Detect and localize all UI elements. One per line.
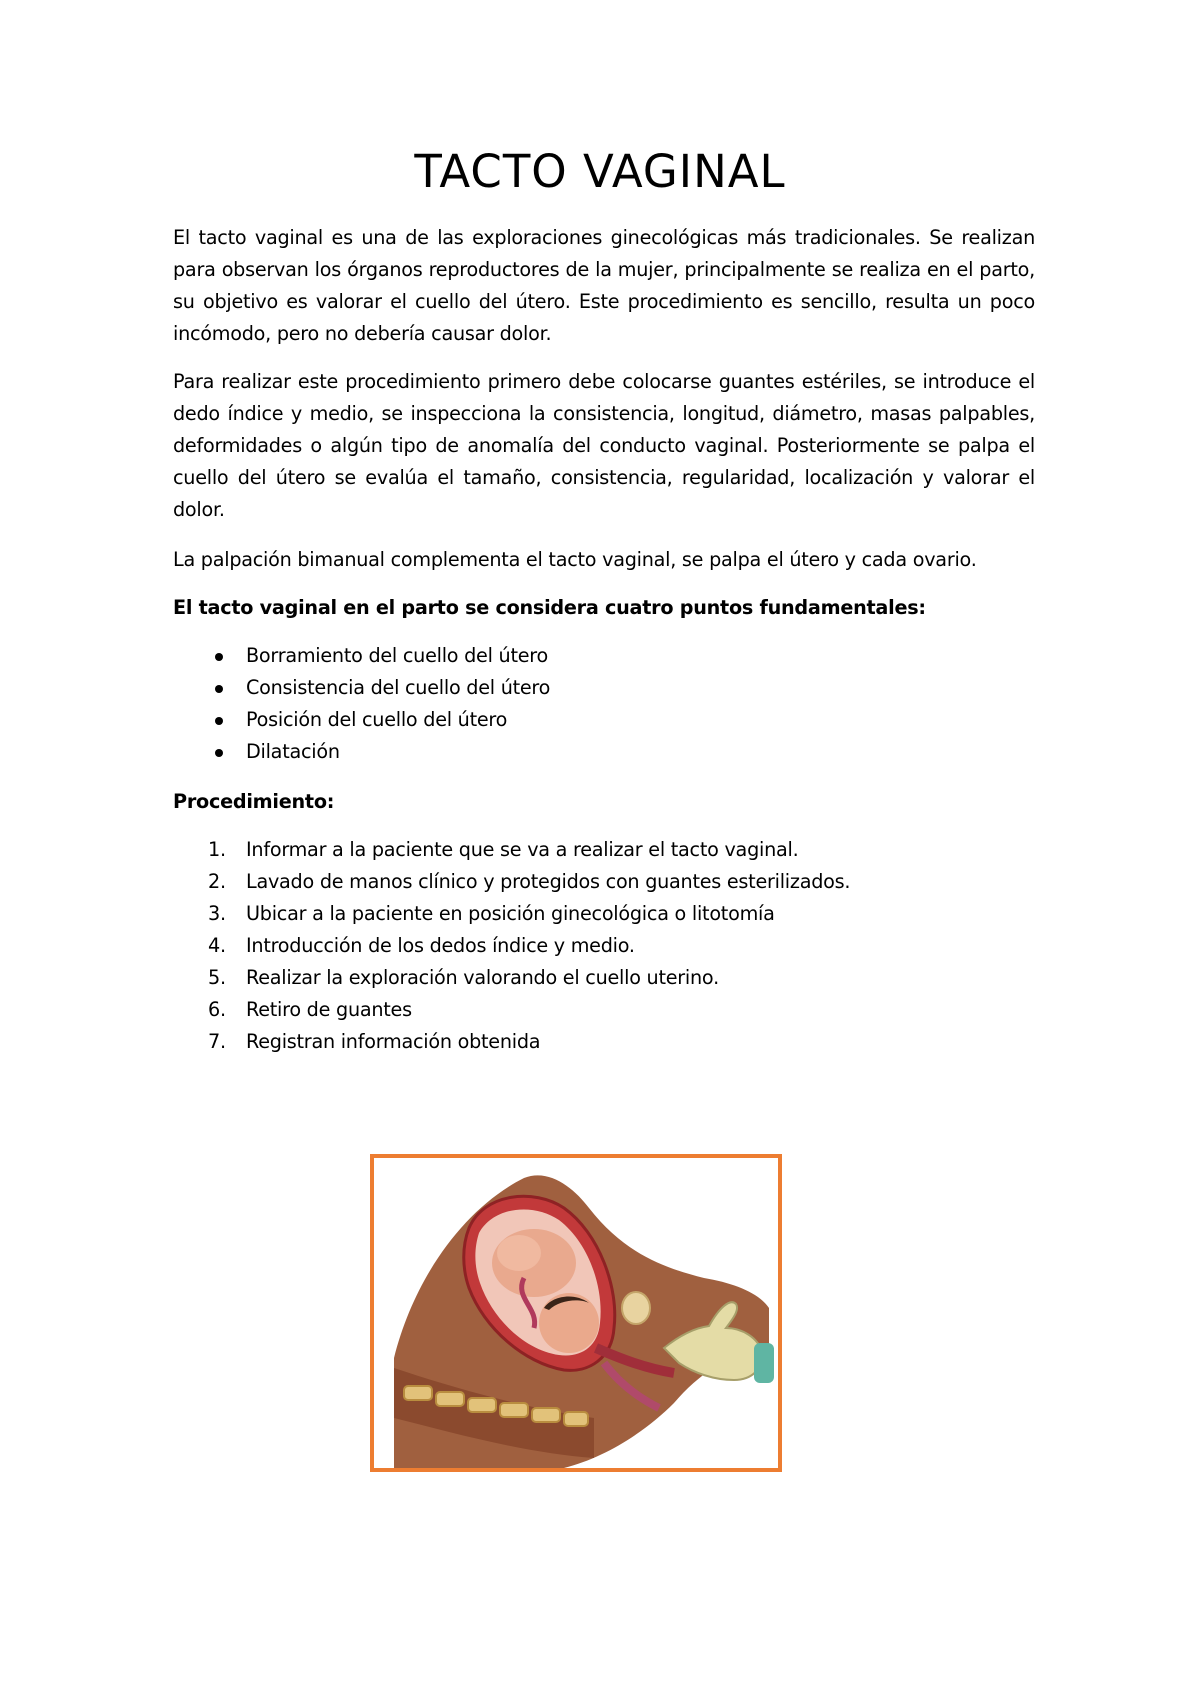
step-text: Introducción de los dedos índice y medio. bbox=[246, 934, 635, 957]
intro-paragraph: El tacto vaginal es una de las exploraciones ginecológicas más tradicionales. Se realizan para observan los órganos reproductores de la mujer, principalmente se realiza en el parto, su objetivo es valorar el cuello del útero. Este procedimiento es sencillo, resulta un poco incómodo, pero no debería causar dolor. bbox=[173, 226, 1035, 345]
step-text: Informar a la paciente que se va a realizar el tacto vaginal. bbox=[246, 838, 799, 861]
list-item-text: Borramiento del cuello del útero bbox=[246, 644, 548, 667]
bullet-icon bbox=[215, 685, 223, 693]
list-item bbox=[173, 704, 1035, 736]
step-number: 6. bbox=[208, 998, 226, 1021]
procedure-description-paragraph: Para realizar este procedimiento primero debe colocarse guantes estériles, se introduce el dedo índice y medio, se inspecciona la consistencia, longitud, diámetro, masas palpables, deformidades o algún tipo de anomalía del conducto vaginal. Posteriormente se palpa el cuello del útero se evalúa el tamaño, consistencia, regularidad, localización y valorar el dolor. bbox=[173, 370, 1035, 521]
illustration-svg bbox=[374, 1158, 778, 1468]
points-list bbox=[173, 640, 1035, 768]
list-item bbox=[173, 672, 1035, 704]
pregnancy-vaginal-exam-illustration-icon bbox=[370, 1154, 782, 1472]
list-item bbox=[173, 930, 1035, 962]
list-item bbox=[173, 1026, 1035, 1058]
list-item-text: Consistencia del cuello del útero bbox=[246, 676, 551, 699]
list-item bbox=[173, 898, 1035, 930]
bullet-icon bbox=[215, 717, 223, 725]
procedure-heading: Procedimiento: bbox=[173, 790, 335, 813]
step-text: Retiro de guantes bbox=[246, 998, 412, 1021]
list-item bbox=[173, 962, 1035, 994]
bullet-icon bbox=[215, 749, 223, 757]
bimanual-paragraph: La palpación bimanual complementa el tacto vaginal, se palpa el útero y cada ovario. bbox=[173, 548, 977, 571]
list-item-text: Dilatación bbox=[246, 740, 340, 763]
bullet-icon bbox=[215, 653, 223, 661]
document-title: TACTO VAGINAL bbox=[414, 145, 786, 198]
step-number: 7. bbox=[208, 1030, 226, 1053]
step-number: 4. bbox=[208, 934, 226, 957]
procedure-steps-list bbox=[173, 834, 1035, 1058]
step-text: Realizar la exploración valorando el cuello uterino. bbox=[246, 966, 719, 989]
list-item bbox=[173, 866, 1035, 898]
step-text: Registran información obtenida bbox=[246, 1030, 541, 1053]
step-text: Lavado de manos clínico y protegidos con guantes esterilizados. bbox=[246, 870, 851, 893]
points-heading: El tacto vaginal en el parto se considera cuatro puntos fundamentales: bbox=[173, 596, 926, 619]
step-number: 1. bbox=[208, 838, 226, 861]
step-number: 2. bbox=[208, 870, 226, 893]
step-number: 3. bbox=[208, 902, 226, 925]
list-item bbox=[173, 736, 1035, 768]
list-item bbox=[173, 994, 1035, 1026]
step-number: 5. bbox=[208, 966, 226, 989]
step-text: Ubicar a la paciente en posición ginecológica o litotomía bbox=[246, 902, 775, 925]
list-item bbox=[173, 640, 1035, 672]
list-item-text: Posición del cuello del útero bbox=[246, 708, 508, 731]
list-item bbox=[173, 834, 1035, 866]
